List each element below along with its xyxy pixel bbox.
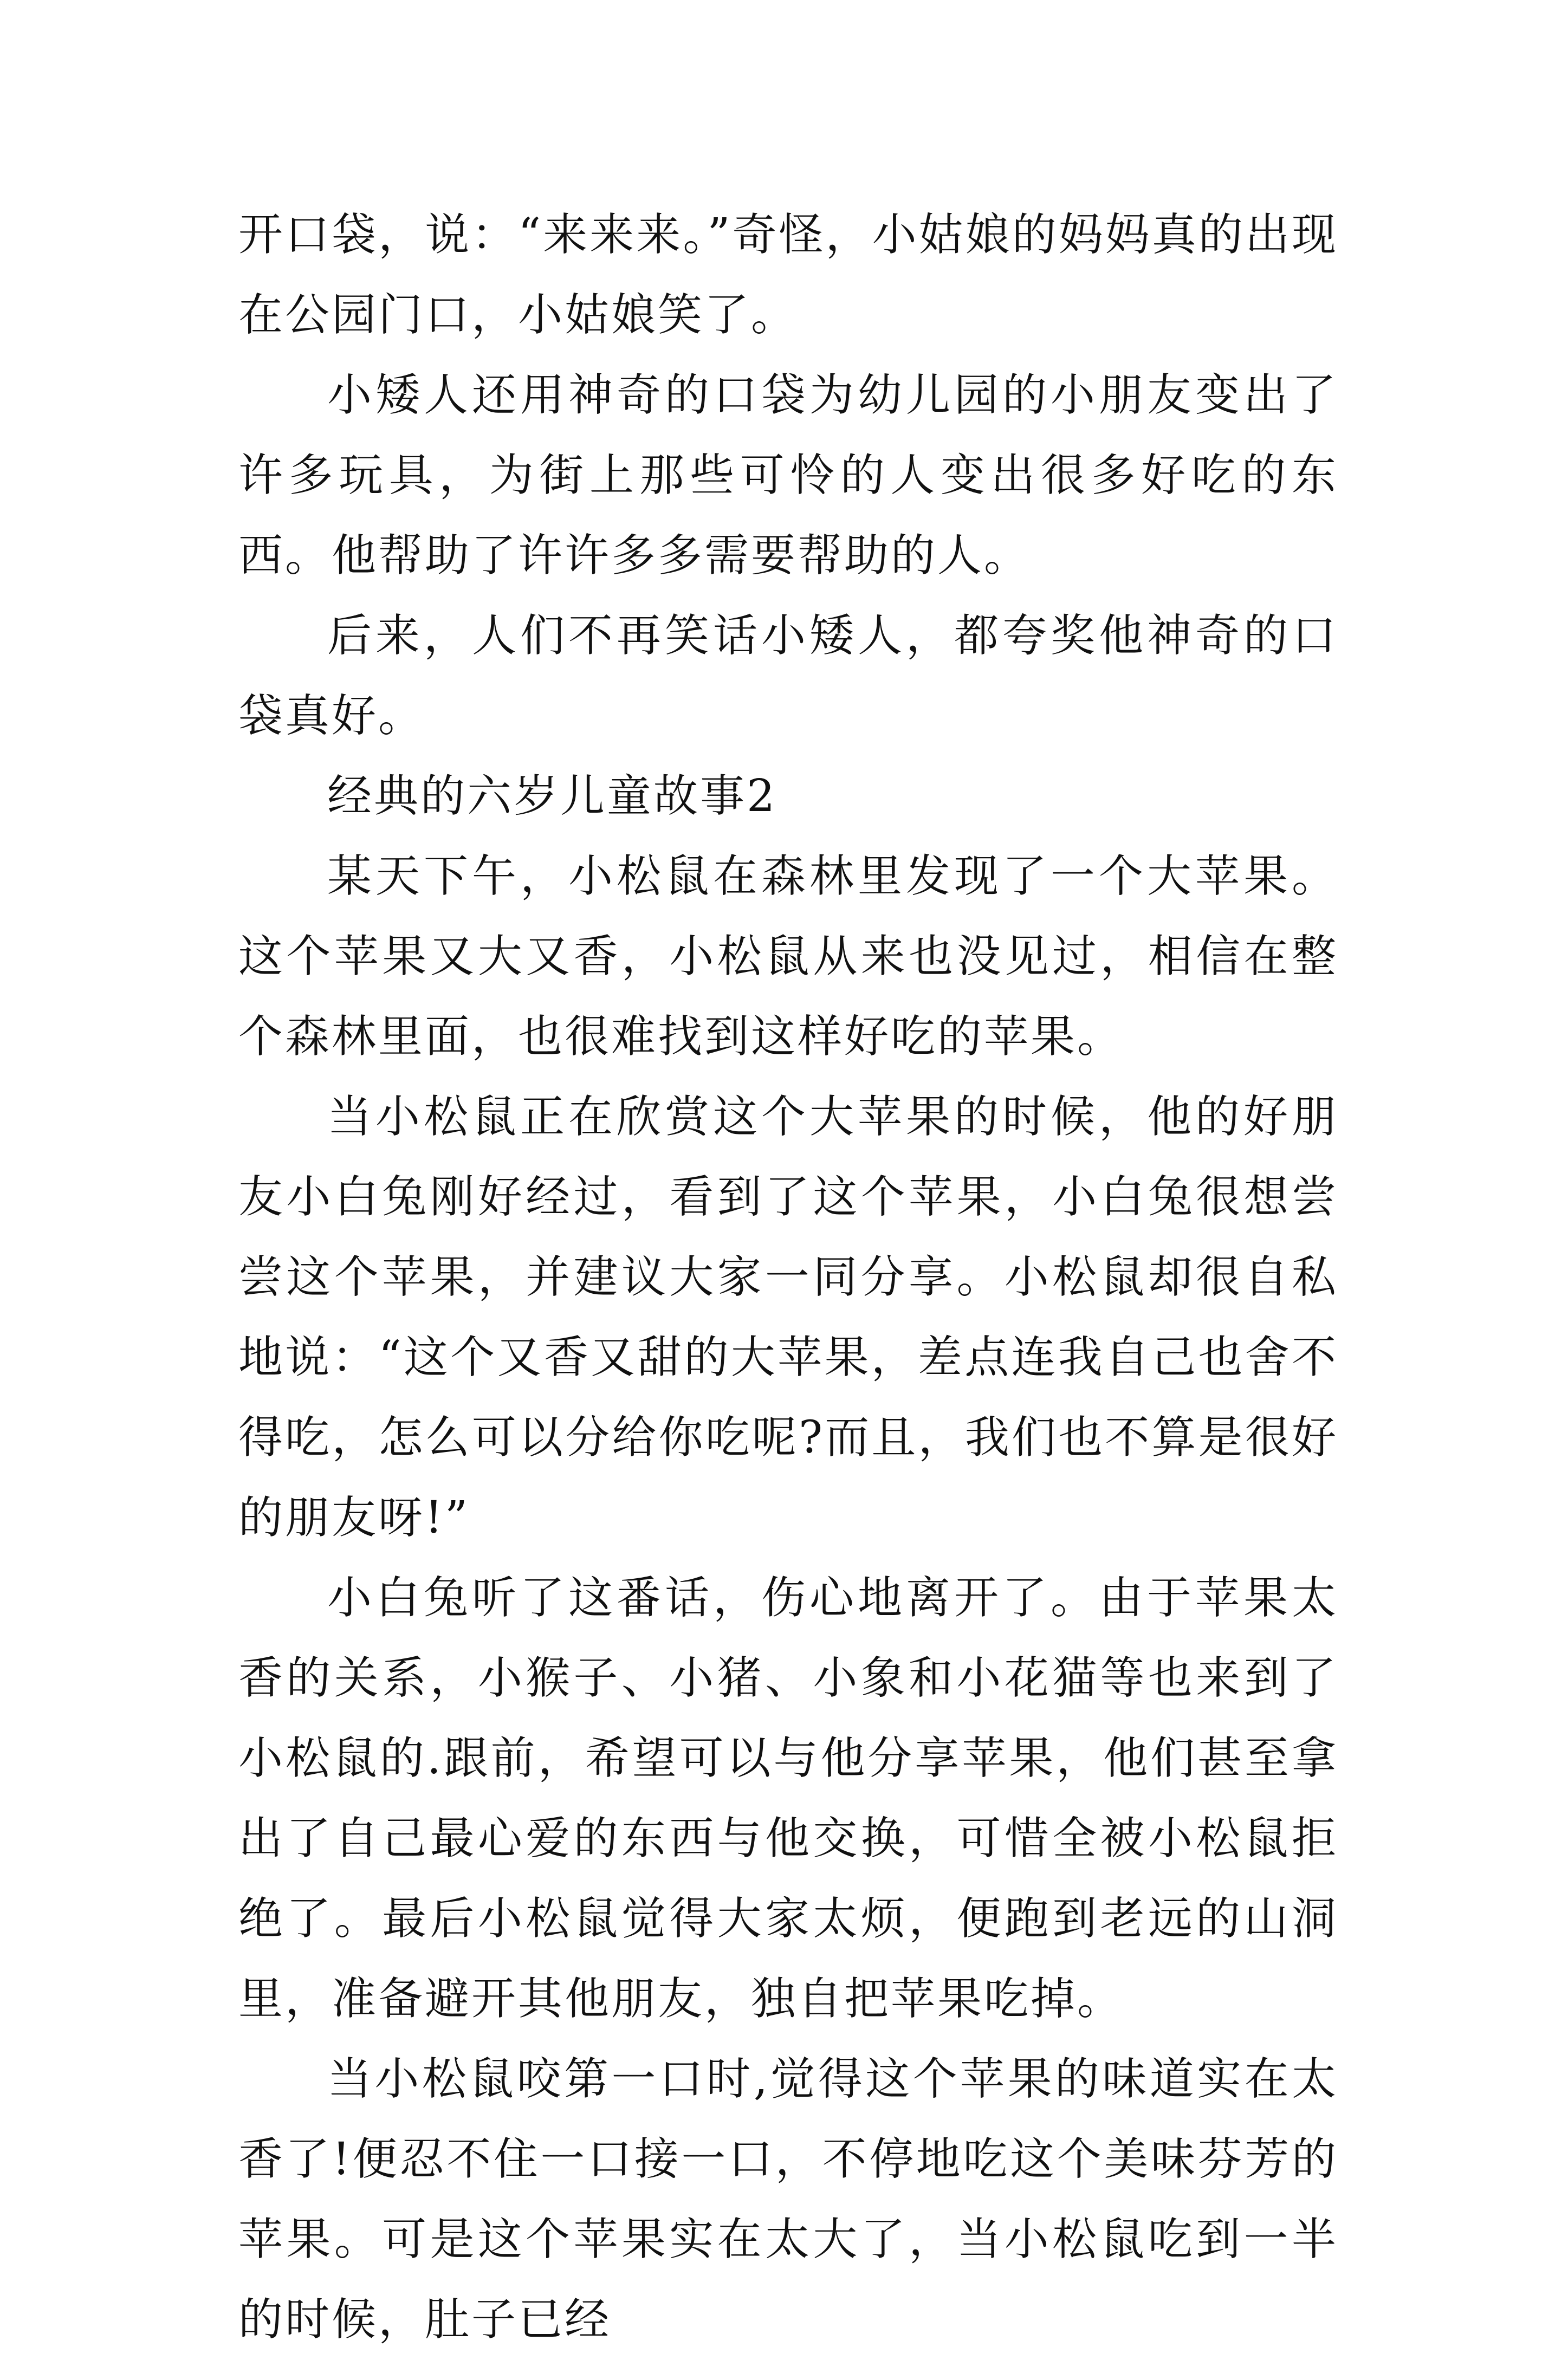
paragraph-3: 后来，人们不再笑话小矮人，都夸奖他神奇的口袋真好。 xyxy=(238,610,1338,742)
paragraph-2: 小矮人还用神奇的口袋为幼儿园的小朋友变出了许多玩具，为街上那些可怜的人变出很多好吃的东西。他帮助了许许多多需要帮助的人。 xyxy=(238,369,1338,581)
story-heading: 经典的六岁儿童故事2 xyxy=(327,770,777,822)
paragraph-7: 当小松鼠咬第一口时,觉得这个苹果的味道实在太香了!便忍不住一口接一口，不停地吃这个美味芬芳的苹果。可是这个苹果实在太大了，当小松鼠吃到一半的时候，肚子已经 xyxy=(238,2053,1338,2345)
story-text xyxy=(238,195,1338,2360)
paragraph-1: 开口袋，说：“来来来。”奇怪，小姑娘的妈妈真的出现在公园门口，小姑娘笑了。 xyxy=(238,209,1338,341)
paragraph-4: 某天下午，小松鼠在森林里发现了一个大苹果。这个苹果又大又香，小松鼠从来也没见过，相信在整个森林里面，也很难找到这样好吃的苹果。 xyxy=(238,851,1338,1062)
paragraph-6: 小白兔听了这番话，伤心地离开了。由于苹果太香的关系，小猴子、小猪、小象和小花猫等也来到了小松鼠的.跟前，希望可以与他分享苹果，他们甚至拿出了自己最心爱的东西与他交换，可惜全被小松鼠拒绝了。最后小松鼠觉得大家太烦，便跑到老远的山洞里，准备避开其他朋友，独自把苹果吃掉。 xyxy=(238,1572,1338,2025)
paragraph-5: 当小松鼠正在欣赏这个大苹果的时候，他的好朋友小白兔刚好经过，看到了这个苹果，小白兔很想尝尝这个苹果，并建议大家一同分享。小松鼠却很自私地说：“这个又香又甜的大苹果，差点连我自己也舍不得吃，怎么可以分给你吃呢?而且，我们也不算是很好的朋友呀!” xyxy=(238,1091,1338,1544)
